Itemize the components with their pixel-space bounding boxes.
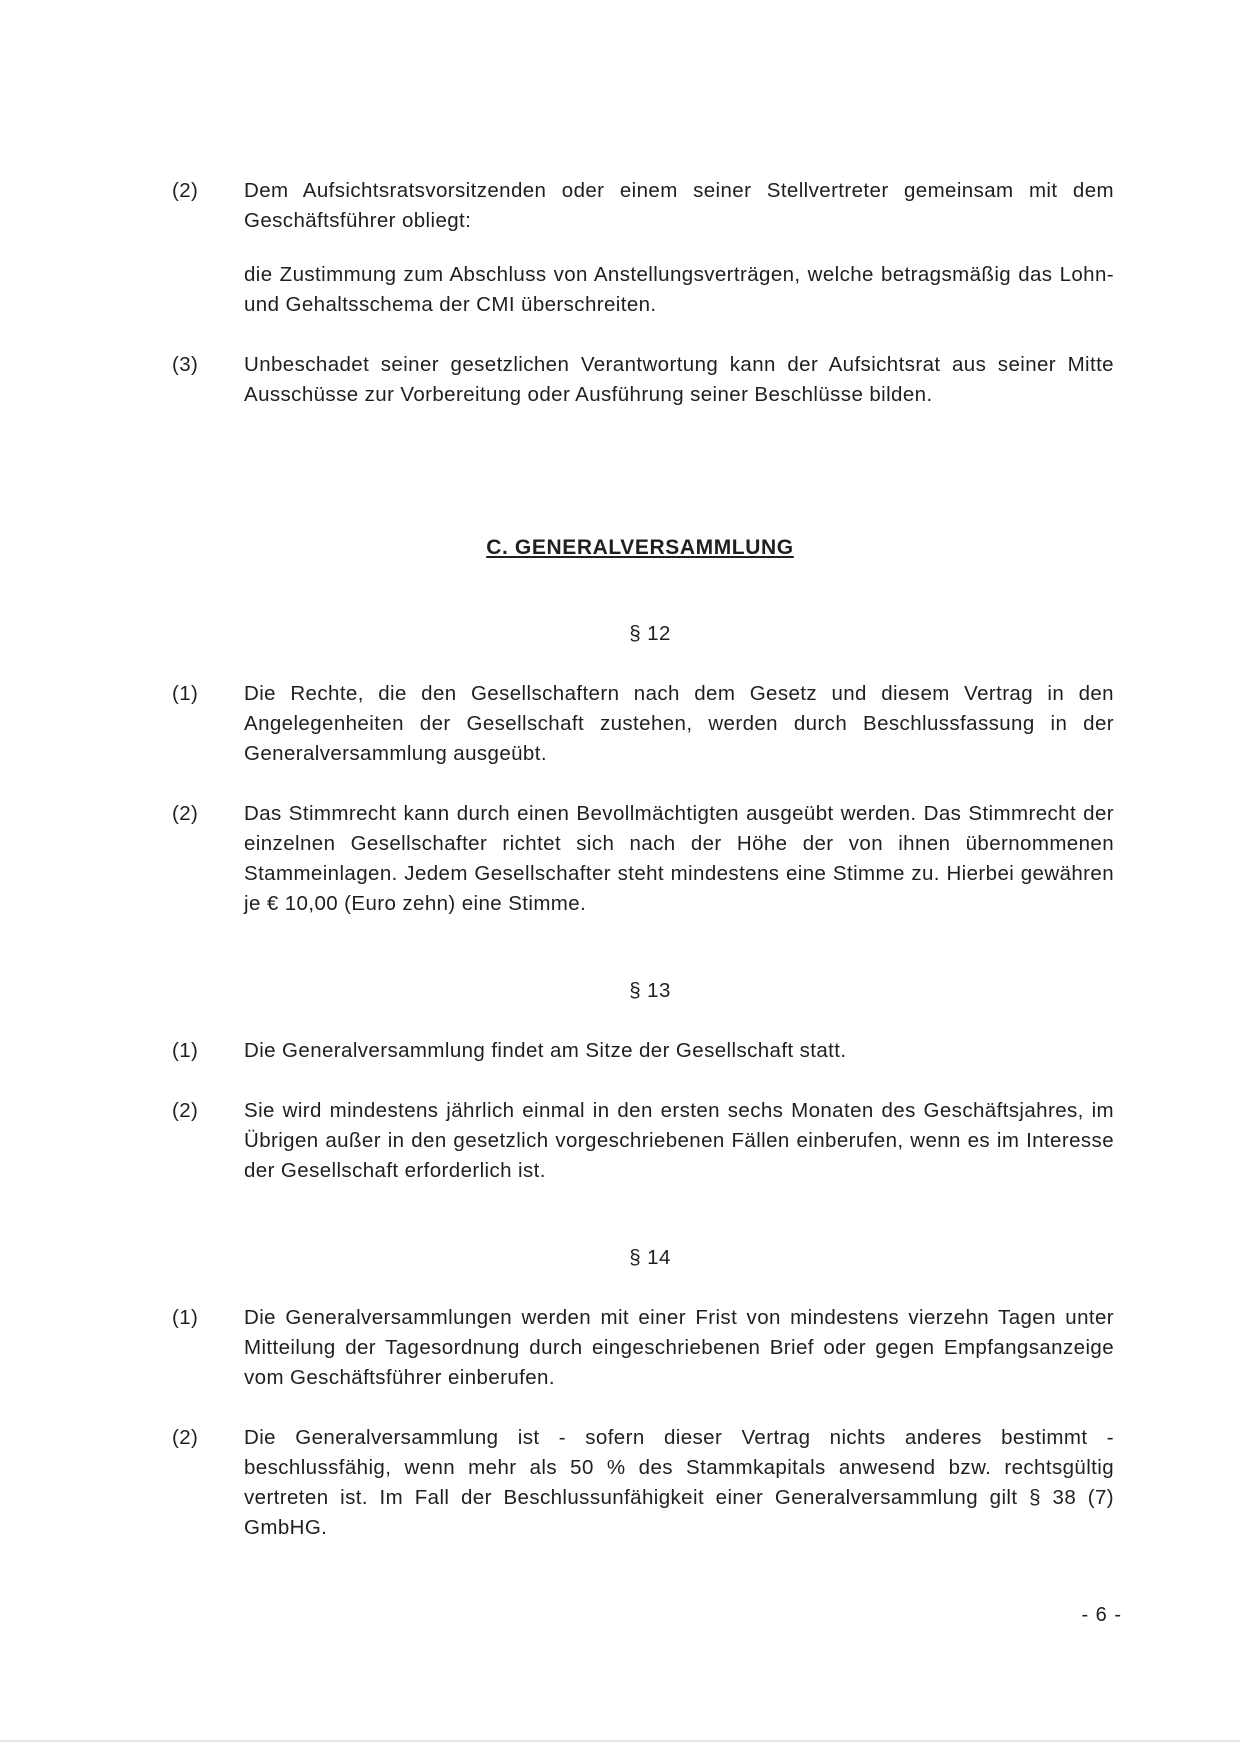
paragraph-title: § 13 xyxy=(629,979,671,1002)
page-bottom-edge xyxy=(0,1740,1240,1742)
clause-paragraph: Die Generalversammlung ist - sofern dieser Vertrag nichts anderes bestimmt - beschlussfähig, wenn mehr als 50 % des Stammkapitals anwesend bzw. rechtsgültig vertreten ist. Im Fall der Beschlussunfähigkeit einer Generalversammlung gilt § 38 (7) GmbHG. xyxy=(244,1426,1114,1539)
clause-number: (2) xyxy=(172,1099,199,1122)
clause-12-2 xyxy=(172,799,1122,919)
paragraph-title: § 14 xyxy=(629,1246,671,1269)
clause-paragraph: Sie wird mindestens jährlich einmal in den ersten sechs Monaten des Geschäftsjahres, im Übrigen außer in den gesetzlich vorgeschriebenen Fällen einberufen, wenn es im Interesse der Gesellschaft erforderlich ist. xyxy=(244,1099,1114,1182)
clause-number: (2) xyxy=(172,179,199,202)
section-heading-text: C. GENERALVERSAMMLUNG xyxy=(486,536,794,559)
page-number: - 6 - xyxy=(1081,1604,1122,1626)
clause-paragraph: Die Generalversammlungen werden mit einer Frist von mindestens vierzehn Tagen unter Mitteilung der Tagesordnung durch eingeschriebenen Brief oder gegen Empfangsanzeige vom Geschäftsführer einberufen. xyxy=(244,1306,1114,1389)
clause-number: (1) xyxy=(172,682,199,705)
clause-paragraph: die Zustimmung zum Abschluss von Anstellungsverträgen, welche betragsmäßig das Lohn- und Gehaltsschema der CMI überschreiten. xyxy=(244,263,1114,316)
clause-12-1 xyxy=(172,679,1122,769)
clause-number: (1) xyxy=(172,1306,199,1329)
clause-paragraph: Dem Aufsichtsratsvorsitzenden oder einem seiner Stellvertreter gemeinsam mit dem Geschäftsführer obliegt: xyxy=(244,179,1114,232)
clause-text xyxy=(244,176,1114,320)
clause-3-aufsichtsrat xyxy=(172,350,1122,410)
clause-paragraph: Die Generalversammlung findet am Sitze der Gesellschaft statt. xyxy=(244,1039,847,1062)
paragraph-title: § 12 xyxy=(629,622,671,645)
clause-number: (2) xyxy=(172,802,199,825)
clause-text xyxy=(244,1036,1114,1066)
clause-2-aufsichtsrat xyxy=(172,176,1122,320)
clause-14-2 xyxy=(172,1423,1122,1543)
clause-text xyxy=(244,350,1114,410)
clause-text xyxy=(244,679,1114,769)
clause-13-2 xyxy=(172,1096,1122,1186)
clause-paragraph: Unbeschadet seiner gesetzlichen Verantwortung kann der Aufsichtsrat aus seiner Mitte Ausschüsse zur Vorbereitung oder Ausführung seiner Beschlüsse bilden. xyxy=(244,353,1114,406)
clause-number: (3) xyxy=(172,353,199,376)
clause-text xyxy=(244,1303,1114,1393)
clause-paragraph: Die Rechte, die den Gesellschaftern nach dem Gesetz und diesem Vertrag in den Angelegenheiten der Gesellschaft zustehen, werden durch Beschlussfassung in der Generalversammlung ausgeübt. xyxy=(244,682,1114,765)
clause-text xyxy=(244,799,1114,919)
clause-14-1 xyxy=(172,1303,1122,1393)
section-heading xyxy=(0,536,1240,560)
clause-text xyxy=(244,1423,1114,1543)
clause-text xyxy=(244,1096,1114,1186)
clause-number: (1) xyxy=(172,1039,199,1062)
clause-paragraph: Das Stimmrecht kann durch einen Bevollmächtigten ausgeübt werden. Das Stimmrecht der einzelnen Gesellschafter richtet sich nach der Höhe der von ihnen übernommenen Stammeinlagen. Jedem Gesellschafter steht mindestens eine Stimme zu. Hierbei gewähren je € 10,00 (Euro zehn) eine Stimme. xyxy=(244,802,1114,915)
clause-number: (2) xyxy=(172,1426,199,1449)
clause-13-1 xyxy=(172,1036,1122,1066)
